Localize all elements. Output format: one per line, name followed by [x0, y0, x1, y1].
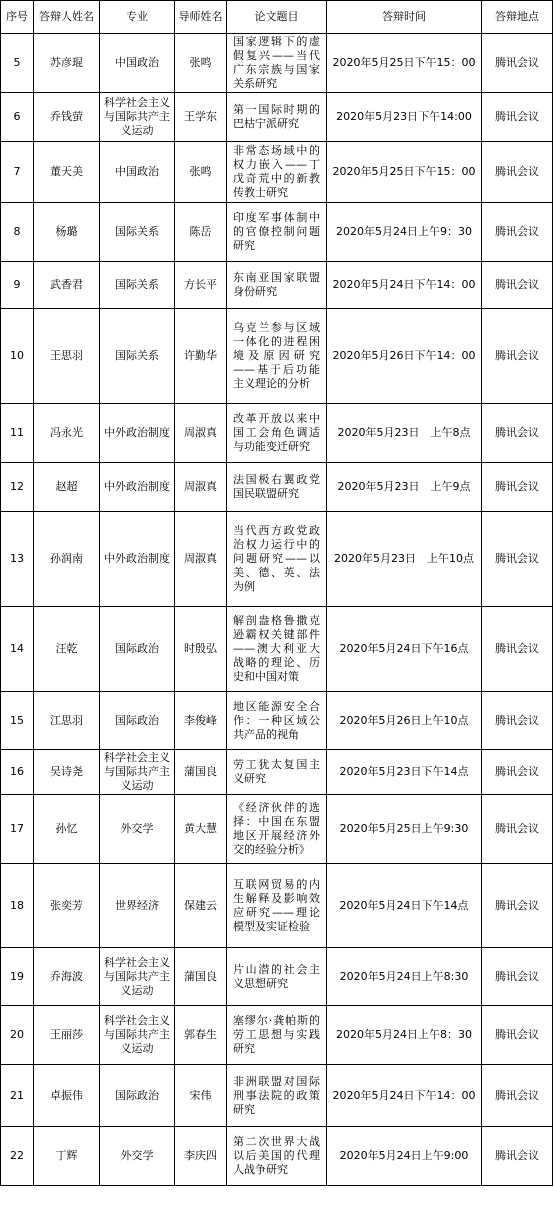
cell-time: 2020年5月24日上午9:00 — [327, 1127, 482, 1186]
header-place: 答辩地点 — [482, 1, 553, 34]
cell-title: 劳工犹太复国主义研究 — [227, 750, 327, 795]
cell-no: 20 — [1, 1006, 34, 1065]
table-row — [1, 1127, 553, 1186]
cell-title: 地区能源安全合作：一种区域公共产品的视角 — [227, 692, 327, 750]
header-major: 专业 — [100, 1, 175, 34]
cell-place: 腾讯会议 — [482, 142, 553, 203]
cell-name: 苏彦琨 — [34, 34, 100, 93]
cell-title: 《经济伙伴的选择：中国在东盟地区开展经济外交的经验分析》 — [227, 795, 327, 864]
table-row — [1, 309, 553, 404]
cell-major: 中外政治制度 — [100, 463, 175, 512]
table-row — [1, 607, 553, 692]
cell-title: 印度军事体制中的官僚控制问题研究 — [227, 203, 327, 262]
cell-advisor: 李俊峰 — [175, 692, 227, 750]
cell-title: 非常态场域中的权力嵌入——丁戊奇荒中的新教传教士研究 — [227, 142, 327, 203]
cell-name: 赵超 — [34, 463, 100, 512]
cell-no: 14 — [1, 607, 34, 692]
cell-title: 片山潜的社会主义思想研究 — [227, 948, 327, 1006]
cell-major: 国际政治 — [100, 607, 175, 692]
table-row — [1, 692, 553, 750]
cell-no: 12 — [1, 463, 34, 512]
cell-title: 改革开放以来中国工会角色调适与功能变迁研究 — [227, 404, 327, 463]
cell-title: 解剖盎格鲁撒克逊霸权关键部件——澳大利亚大战略的理论、历史和中国对策 — [227, 607, 327, 692]
cell-place: 腾讯会议 — [482, 34, 553, 93]
table-row — [1, 93, 553, 142]
cell-major: 世界经济 — [100, 864, 175, 948]
cell-major: 外交学 — [100, 795, 175, 864]
cell-place: 腾讯会议 — [482, 692, 553, 750]
cell-time: 2020年5月24日下午14：00 — [327, 262, 482, 309]
cell-name: 孙润南 — [34, 512, 100, 607]
cell-major: 外交学 — [100, 1127, 175, 1186]
cell-place: 腾讯会议 — [482, 93, 553, 142]
cell-time: 2020年5月23日 上午10点 — [327, 512, 482, 607]
cell-advisor: 张鸣 — [175, 34, 227, 93]
cell-place: 腾讯会议 — [482, 203, 553, 262]
cell-name: 卓振伟 — [34, 1065, 100, 1127]
table-row — [1, 795, 553, 864]
cell-advisor: 陈岳 — [175, 203, 227, 262]
cell-no: 17 — [1, 795, 34, 864]
cell-title: 当代西方政党政治权力运行中的问题研究——以美、德、英、法为例 — [227, 512, 327, 607]
cell-advisor: 时殷弘 — [175, 607, 227, 692]
cell-name: 杨璐 — [34, 203, 100, 262]
cell-no: 18 — [1, 864, 34, 948]
cell-advisor: 方长平 — [175, 262, 227, 309]
cell-time: 2020年5月25日上午9:30 — [327, 795, 482, 864]
cell-major: 国际关系 — [100, 309, 175, 404]
cell-time: 2020年5月23日 上午9点 — [327, 463, 482, 512]
cell-no: 6 — [1, 93, 34, 142]
table-header-row — [1, 1, 553, 34]
table-row — [1, 142, 553, 203]
cell-no: 11 — [1, 404, 34, 463]
cell-name: 丁辉 — [34, 1127, 100, 1186]
table-row — [1, 948, 553, 1006]
cell-major: 国际关系 — [100, 203, 175, 262]
cell-major: 科学社会主义与国际共产主义运动 — [100, 1006, 175, 1065]
cell-major: 科学社会主义与国际共产主义运动 — [100, 750, 175, 795]
cell-time: 2020年5月25日下午15：00 — [327, 34, 482, 93]
table-row — [1, 203, 553, 262]
cell-place: 腾讯会议 — [482, 262, 553, 309]
cell-advisor: 许勤华 — [175, 309, 227, 404]
cell-name: 冯永光 — [34, 404, 100, 463]
cell-major: 科学社会主义与国际共产主义运动 — [100, 948, 175, 1006]
cell-time: 2020年5月23日下午14点 — [327, 750, 482, 795]
cell-major: 国际政治 — [100, 692, 175, 750]
cell-advisor: 保建云 — [175, 864, 227, 948]
cell-place: 腾讯会议 — [482, 607, 553, 692]
cell-name: 王思羽 — [34, 309, 100, 404]
cell-title: 第一国际时期的巴枯宁派研究 — [227, 93, 327, 142]
cell-no: 5 — [1, 34, 34, 93]
cell-name: 汪乾 — [34, 607, 100, 692]
cell-name: 吴诗尧 — [34, 750, 100, 795]
cell-major: 国际关系 — [100, 262, 175, 309]
cell-no: 21 — [1, 1065, 34, 1127]
cell-major: 中外政治制度 — [100, 404, 175, 463]
cell-place: 腾讯会议 — [482, 1065, 553, 1127]
cell-time: 2020年5月23日 上午8点 — [327, 404, 482, 463]
cell-no: 15 — [1, 692, 34, 750]
cell-name: 江思羽 — [34, 692, 100, 750]
cell-advisor: 郭春生 — [175, 1006, 227, 1065]
cell-no: 9 — [1, 262, 34, 309]
cell-no: 7 — [1, 142, 34, 203]
cell-major: 中国政治 — [100, 34, 175, 93]
table-row — [1, 404, 553, 463]
cell-time: 2020年5月24日上午8:30 — [327, 948, 482, 1006]
cell-no: 16 — [1, 750, 34, 795]
cell-name: 乔钱萤 — [34, 93, 100, 142]
cell-advisor: 周淑真 — [175, 512, 227, 607]
cell-time: 2020年5月24日下午14点 — [327, 864, 482, 948]
cell-advisor: 周淑真 — [175, 463, 227, 512]
cell-advisor: 周淑真 — [175, 404, 227, 463]
cell-time: 2020年5月24日下午14：00 — [327, 1065, 482, 1127]
cell-title: 互联网贸易的内生解释及影响效应研究——理论模型及实证检验 — [227, 864, 327, 948]
cell-time: 2020年5月26日下午14：00 — [327, 309, 482, 404]
cell-place: 腾讯会议 — [482, 512, 553, 607]
cell-major: 中外政治制度 — [100, 512, 175, 607]
table-body — [1, 34, 553, 1186]
cell-major: 国际政治 — [100, 1065, 175, 1127]
table-row — [1, 1065, 553, 1127]
cell-time: 2020年5月24日下午16点 — [327, 607, 482, 692]
table-row — [1, 864, 553, 948]
header-title: 论文题目 — [227, 1, 327, 34]
table-row — [1, 1006, 553, 1065]
header-no: 序号 — [1, 1, 34, 34]
cell-no: 19 — [1, 948, 34, 1006]
cell-title: 国家逻辑下的虚假复兴——当代广东宗族与国家关系研究 — [227, 34, 327, 93]
cell-time: 2020年5月24日上午9：30 — [327, 203, 482, 262]
cell-title: 第二次世界大战以后美国的代理人战争研究 — [227, 1127, 327, 1186]
cell-name: 孙忆 — [34, 795, 100, 864]
cell-advisor: 李庆四 — [175, 1127, 227, 1186]
cell-place: 腾讯会议 — [482, 463, 553, 512]
cell-title: 塞缪尔·龚帕斯的劳工思想与实践研究 — [227, 1006, 327, 1065]
cell-time: 2020年5月25日下午15：00 — [327, 142, 482, 203]
header-time: 答辩时间 — [327, 1, 482, 34]
cell-no: 10 — [1, 309, 34, 404]
cell-name: 乔海波 — [34, 948, 100, 1006]
cell-major: 科学社会主义与国际共产主义运动 — [100, 93, 175, 142]
cell-time: 2020年5月26日上午10点 — [327, 692, 482, 750]
cell-place: 腾讯会议 — [482, 750, 553, 795]
cell-advisor: 黄大慧 — [175, 795, 227, 864]
table-row — [1, 262, 553, 309]
cell-place: 腾讯会议 — [482, 795, 553, 864]
cell-place: 腾讯会议 — [482, 309, 553, 404]
cell-name: 王丽莎 — [34, 1006, 100, 1065]
cell-title: 非洲联盟对国际刑事法院的政策研究 — [227, 1065, 327, 1127]
table-row — [1, 750, 553, 795]
cell-title: 东南亚国家联盟身份研究 — [227, 262, 327, 309]
header-name: 答辩人姓名 — [34, 1, 100, 34]
cell-no: 13 — [1, 512, 34, 607]
cell-place: 腾讯会议 — [482, 1127, 553, 1186]
cell-advisor: 王学东 — [175, 93, 227, 142]
cell-advisor: 宋伟 — [175, 1065, 227, 1127]
cell-name: 武香君 — [34, 262, 100, 309]
cell-advisor: 蒲国良 — [175, 948, 227, 1006]
table-row — [1, 463, 553, 512]
cell-major: 中国政治 — [100, 142, 175, 203]
cell-advisor: 蒲国良 — [175, 750, 227, 795]
cell-place: 腾讯会议 — [482, 1006, 553, 1065]
cell-title: 法国极右翼政党国民联盟研究 — [227, 463, 327, 512]
cell-time: 2020年5月24日上午8：30 — [327, 1006, 482, 1065]
cell-name: 董天美 — [34, 142, 100, 203]
table-row — [1, 512, 553, 607]
cell-place: 腾讯会议 — [482, 948, 553, 1006]
cell-no: 8 — [1, 203, 34, 262]
cell-time: 2020年5月23日下午14:00 — [327, 93, 482, 142]
cell-advisor: 张鸣 — [175, 142, 227, 203]
cell-title: 乌克兰参与区域一体化的进程困境及原因研究——基于后功能主义理论的分析 — [227, 309, 327, 404]
cell-place: 腾讯会议 — [482, 864, 553, 948]
header-advisor: 导师姓名 — [175, 1, 227, 34]
cell-name: 张奕芳 — [34, 864, 100, 948]
table-row — [1, 34, 553, 93]
cell-no: 22 — [1, 1127, 34, 1186]
cell-place: 腾讯会议 — [482, 404, 553, 463]
